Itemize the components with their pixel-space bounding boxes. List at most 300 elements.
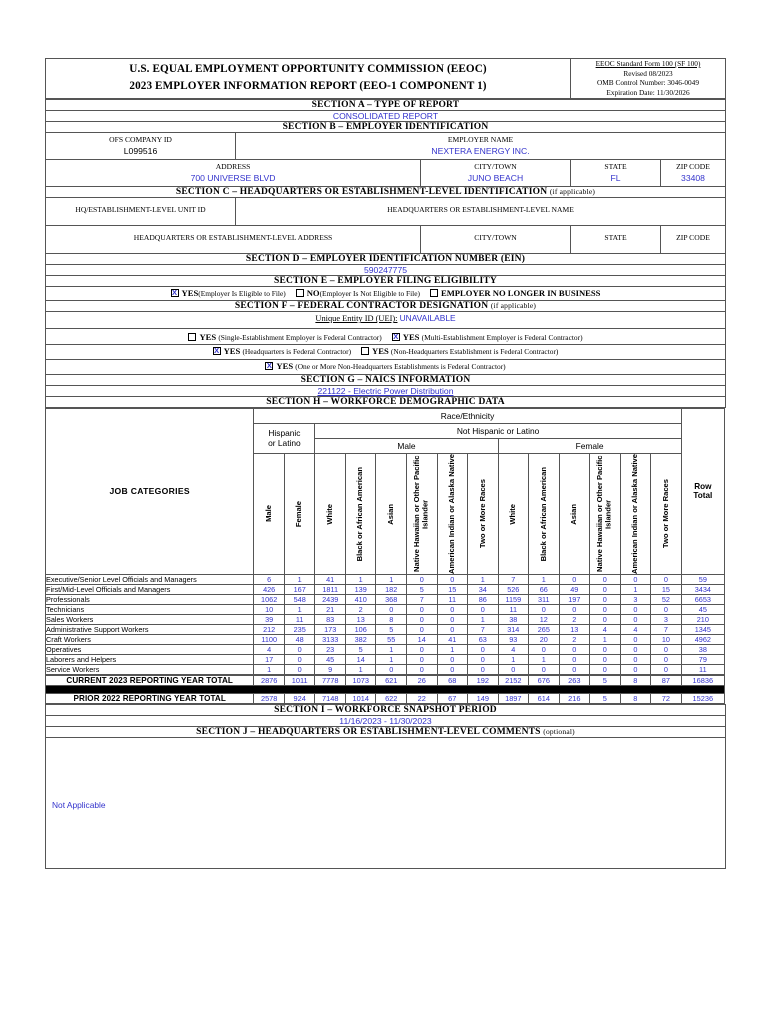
eligibility-option-yes[interactable]	[171, 287, 286, 301]
hq-name-value	[236, 215, 725, 219]
demo-value: 0	[406, 604, 437, 614]
demo-value: 41	[437, 634, 468, 644]
contractor-options-1	[46, 328, 726, 345]
demo-value: 0	[651, 654, 682, 664]
demo-value: 11	[498, 604, 529, 614]
checkbox-eligible-no[interactable]	[296, 289, 304, 297]
prior-year-total-row-value: 1014	[345, 693, 376, 703]
section-f-heading-text: SECTION F – FEDERAL CONTRACTOR DESIGNATION	[234, 301, 489, 312]
demo-value: 7	[406, 594, 437, 604]
ofs-company-id-value: L099516	[123, 145, 158, 156]
hq-contractor-sub: (Headquarters is Federal Contractor)	[242, 347, 352, 357]
demo-value: 0	[406, 654, 437, 664]
address-value: 700 UNIVERSE BLVD	[190, 172, 276, 183]
hq-city-cell	[421, 225, 571, 253]
prior-year-total-row-value: 924	[284, 693, 315, 703]
col-header-female-aian: American Indian or Alaska Native	[620, 453, 651, 574]
demo-value: 1	[345, 664, 376, 674]
demo-value: 1	[284, 574, 315, 584]
demo-value: 1	[437, 644, 468, 654]
demo-value: 1	[254, 664, 285, 674]
demo-value: 17	[254, 654, 285, 664]
demo-value: 0	[529, 664, 560, 674]
demo-value: 0	[620, 574, 651, 584]
uei-row	[46, 312, 726, 328]
demo-value: 0	[376, 664, 407, 674]
demo-value: 0	[620, 644, 651, 654]
current-year-total-row-value: 8	[620, 675, 651, 685]
zip-cell	[661, 159, 726, 186]
demo-value: 9	[315, 664, 346, 674]
demo-value: 0	[651, 644, 682, 654]
current-year-total-row-value: 68	[437, 675, 468, 685]
current-year-total-row-value: 5	[590, 675, 621, 685]
demo-value: 1062	[254, 594, 285, 604]
comment-text: Not Applicable	[52, 799, 106, 810]
employer-name-value: NEXTERA ENERGY INC.	[431, 145, 530, 156]
section-c-heading	[46, 186, 726, 197]
demo-value: 41	[315, 574, 346, 584]
demo-value: 0	[406, 624, 437, 634]
demo-value: 1	[468, 614, 499, 624]
demo-value: 1	[468, 574, 499, 584]
current-year-total-row-value: 26	[407, 675, 438, 685]
demo-value: 5	[406, 584, 437, 594]
demo-value: 0	[284, 654, 315, 664]
table-row	[46, 584, 725, 594]
demo-value: 1811	[315, 584, 346, 594]
prior-year-total-row-value: 5	[590, 693, 621, 703]
section-j-heading-row	[46, 726, 726, 737]
section-f-options-row2	[46, 345, 726, 360]
demo-value: 15	[437, 584, 468, 594]
demo-value: 0	[590, 614, 621, 624]
current-year-total-row-value: 192	[468, 675, 499, 685]
section-g-value-row	[46, 385, 726, 396]
city-cell	[421, 159, 571, 186]
eligibility-no-sub: (Employer Is Not Eligible to File)	[319, 288, 420, 298]
uei-label: Unique Entity ID (UEI):	[315, 314, 398, 324]
demo-value: 34	[468, 584, 499, 594]
demo-value: 48	[284, 634, 315, 644]
row-total-value: 3434	[681, 584, 724, 594]
hq-unit-id-label: HQ/ESTABLISHMENT-LEVEL UNIT ID	[75, 205, 206, 214]
table-row	[46, 654, 725, 664]
demo-value: 66	[529, 584, 560, 594]
section-e-heading: SECTION E – EMPLOYER FILING ELIGIBILITY	[46, 275, 726, 286]
demo-value: 0	[437, 664, 468, 674]
col-header-male-nhpi: Native Hawaiian or Other Pacific Islander	[406, 453, 437, 574]
section-e-options-row	[46, 286, 726, 301]
hq-state-cell	[571, 225, 661, 253]
totals-separator	[46, 685, 725, 693]
demo-value: 426	[254, 584, 285, 594]
demo-value: 0	[529, 644, 560, 654]
race-ethnicity-header: Race/Ethnicity	[254, 408, 681, 423]
demo-value: 173	[315, 624, 346, 634]
section-d-heading: SECTION D – EMPLOYER IDENTIFICATION NUMBER (EIN)	[46, 253, 726, 264]
section-j-heading-note: (optional)	[543, 726, 575, 736]
demo-value: 2	[345, 604, 376, 614]
demo-value: 0	[559, 654, 590, 664]
col-header-female-black: Black or African American	[529, 453, 560, 574]
job-category-label: Executive/Senior Level Officials and Managers	[46, 574, 254, 584]
demo-value: 0	[590, 584, 621, 594]
demo-value: 1	[376, 574, 407, 584]
form-omb-number: OMB Control Number: 3046-0049	[597, 78, 699, 88]
demo-value: 4	[620, 624, 651, 634]
hq-city-value	[421, 243, 570, 247]
hq-unit-id-value	[46, 215, 235, 219]
prior-year-total-row	[46, 693, 725, 703]
demo-value: 3	[620, 594, 651, 604]
demo-value: 0	[437, 604, 468, 614]
demo-value: 235	[284, 624, 315, 634]
demo-value: 1	[376, 644, 407, 654]
demo-value: 382	[345, 634, 376, 644]
demo-value: 10	[254, 604, 285, 614]
col-header-male-white: White	[315, 453, 346, 574]
demo-value: 86	[468, 594, 499, 604]
contractor-options-3	[46, 360, 726, 375]
checkbox-one-or-more-nonhq-contractor[interactable]	[265, 362, 273, 370]
naics-value	[46, 385, 726, 396]
ofs-company-id-label: OFS COMPANY ID	[109, 134, 172, 144]
section-b-heading-row	[46, 121, 726, 132]
demo-value: 0	[284, 644, 315, 654]
table-row	[46, 634, 725, 644]
table-row	[46, 594, 725, 604]
row-total-value: 4962	[681, 634, 724, 644]
checkbox-eligible-yes[interactable]	[171, 289, 179, 297]
demo-value: 0	[559, 664, 590, 674]
demo-value: 13	[345, 614, 376, 624]
demo-value: 0	[590, 604, 621, 614]
prior-year-total-row-label: PRIOR 2022 REPORTING YEAR TOTAL	[46, 693, 254, 703]
uei-value: UNAVAILABLE	[399, 313, 456, 324]
hq-city-label: CITY/TOWN	[474, 233, 517, 242]
zip-value: 33408	[681, 172, 705, 183]
demo-value: 1100	[254, 634, 285, 644]
prior-year-total-row-value: 622	[376, 693, 407, 703]
row-total-value: 210	[681, 614, 724, 624]
demo-value: 0	[590, 644, 621, 654]
hq-name-cell	[236, 197, 726, 225]
demo-value: 1	[376, 654, 407, 664]
form-upper	[45, 58, 726, 99]
demo-value: 14	[406, 634, 437, 644]
section-c-heading-text: SECTION C – HEADQUARTERS OR ESTABLISHMENT-LEVEL IDENTIFICATION	[175, 186, 548, 197]
demo-value: 7	[651, 624, 682, 634]
hq-name-label: HEADQUARTERS OR ESTABLISHMENT-LEVEL NAME	[387, 205, 574, 214]
section-f-heading-row	[46, 301, 726, 312]
demo-value: 7	[468, 624, 499, 634]
demo-value: 0	[468, 664, 499, 674]
demo-value: 45	[315, 654, 346, 664]
demo-value: 12	[529, 614, 560, 624]
ein-value: 590247775	[46, 264, 726, 275]
multi-establishment-label: YES	[402, 331, 420, 342]
state-label: STATE	[604, 161, 627, 171]
demo-value: 52	[651, 594, 682, 604]
demo-value: 11	[437, 594, 468, 604]
demo-value: 212	[254, 624, 285, 634]
ofs-company-id-cell	[46, 132, 236, 159]
prior-year-total-row-value: 67	[437, 693, 468, 703]
section-b-row2	[46, 159, 726, 186]
eligibility-option-out-of-business[interactable]	[430, 287, 601, 301]
address-cell	[46, 159, 421, 186]
demo-value: 3	[651, 614, 682, 624]
section-j-heading-text: SECTION J – HEADQUARTERS OR ESTABLISHMENT-LEVEL COMMENTS	[196, 726, 541, 737]
demo-value: 1	[284, 604, 315, 614]
table-row	[46, 644, 725, 654]
demo-value: 15	[651, 584, 682, 594]
demo-value: 14	[345, 654, 376, 664]
demo-value: 13	[559, 624, 590, 634]
section-c-row1	[46, 197, 726, 225]
section-f-options-row1	[46, 328, 726, 345]
col-header-hisp-female: Female	[284, 453, 315, 574]
state-value: FL	[610, 172, 621, 183]
title-row	[46, 59, 726, 99]
hq-zip-label: ZIP CODE	[676, 233, 710, 242]
one-or-more-nonhq-sub: (One or More Non-Headquarters Establishments is Federal Contractor)	[295, 362, 506, 372]
col-header-hisp-male: Male	[254, 453, 285, 574]
demo-value: 39	[254, 614, 285, 624]
section-f-heading-note: (if applicable)	[490, 301, 537, 311]
table-row	[46, 614, 725, 624]
demo-value: 0	[406, 574, 437, 584]
demo-value: 0	[620, 604, 651, 614]
prior-year-total-row-value: 614	[529, 693, 560, 703]
demo-value: 1	[529, 574, 560, 584]
current-year-total-row-value: 87	[651, 675, 682, 685]
prior-year-total-row-value: 216	[559, 693, 590, 703]
demo-value: 0	[406, 644, 437, 654]
row-total-header: Row Total	[681, 408, 724, 574]
section-b-row1	[46, 132, 726, 159]
section-c-row2	[46, 225, 726, 253]
section-d-value-row	[46, 264, 726, 275]
job-category-label: Service Workers	[46, 664, 254, 674]
col-header-male-aian: American Indian or Alaska Native	[437, 453, 468, 574]
current-year-total-row-value: 7778	[315, 675, 346, 685]
col-header-male-black: Black or African American	[345, 453, 376, 574]
hq-unit-id-cell	[46, 197, 236, 225]
out-of-business-label: EMPLOYER NO LONGER IN BUSINESS	[440, 287, 601, 298]
demo-value: 49	[559, 584, 590, 594]
job-category-label: Administrative Support Workers	[46, 624, 254, 634]
demo-value: 4	[590, 624, 621, 634]
form-sections	[45, 99, 726, 408]
section-i-value-row	[46, 715, 726, 726]
job-category-label: Professionals	[46, 594, 254, 604]
demo-value: 0	[590, 664, 621, 674]
demo-value: 0	[468, 644, 499, 654]
checkbox-nonhq-contractor[interactable]	[361, 347, 369, 355]
single-establishment-label: YES	[199, 331, 217, 342]
report-type-value: CONSOLIDATED REPORT	[46, 110, 726, 121]
form-title-line2: 2023 EMPLOYER INFORMATION REPORT (EEO-1 COMPONENT 1)	[129, 80, 487, 93]
demo-value: 314	[498, 624, 529, 634]
demo-value: 0	[406, 614, 437, 624]
checkbox-multi-establishment-contractor[interactable]	[392, 333, 400, 341]
demo-value: 106	[345, 624, 376, 634]
col-header-female-two-or-more: Two or More Races	[651, 453, 682, 574]
prior-year-total-row-value: 7148	[315, 693, 346, 703]
section-c-heading-note: (if applicable)	[549, 186, 596, 196]
hq-zip-cell	[661, 225, 726, 253]
col-header-female-white: White	[498, 453, 529, 574]
job-category-label: First/Mid-Level Officials and Managers	[46, 584, 254, 594]
demo-value: 182	[376, 584, 407, 594]
prior-year-total-row-value: 22	[407, 693, 438, 703]
job-categories-header: JOB CATEGORIES	[46, 408, 254, 574]
city-label: CITY/TOWN	[474, 161, 517, 171]
job-category-label: Sales Workers	[46, 614, 254, 624]
demo-value: 526	[498, 584, 529, 594]
demo-value: 0	[437, 574, 468, 584]
demo-value: 3133	[315, 634, 346, 644]
demo-value: 11	[284, 614, 315, 624]
prior-year-total-row-value: 8	[620, 693, 651, 703]
section-a-heading-row	[46, 99, 726, 110]
checkbox-single-establishment-contractor[interactable]	[188, 333, 196, 341]
demo-value: 0	[559, 574, 590, 584]
checkbox-no-longer-in-business[interactable]	[430, 289, 438, 297]
demo-value: 21	[315, 604, 346, 614]
comments-area[interactable]	[46, 737, 726, 868]
demo-value: 0	[498, 664, 529, 674]
demo-value: 1159	[498, 594, 529, 604]
section-i-heading-row	[46, 704, 726, 715]
nonhq-contractor-label: YES	[372, 346, 389, 357]
current-year-total-row-value: 1011	[284, 675, 315, 685]
demo-value: 83	[315, 614, 346, 624]
demo-value: 311	[529, 594, 560, 604]
demo-value: 0	[651, 604, 682, 614]
section-h-heading-row	[46, 396, 726, 407]
contractor-option-single[interactable]	[188, 331, 381, 345]
section-i-heading: SECTION I – WORKFORCE SNAPSHOT PERIOD	[46, 704, 726, 715]
demo-value: 1	[590, 634, 621, 644]
checkbox-hq-contractor[interactable]	[213, 347, 221, 355]
contractor-option-multi[interactable]	[392, 331, 583, 345]
demo-value: 7	[498, 574, 529, 584]
demo-value: 139	[345, 584, 376, 594]
demo-value: 1	[620, 584, 651, 594]
form-expiration: Expiration Date: 11/30/2026	[606, 87, 690, 97]
demo-value: 20	[529, 634, 560, 644]
current-year-total-row-value: 676	[529, 675, 560, 685]
nonhq-contractor-sub: (Non-Headquarters Establishment is Federal Contractor)	[390, 347, 559, 357]
contractor-option-one-or-more-nonhq[interactable]	[265, 360, 505, 374]
section-a-heading: SECTION A – TYPE OF REPORT	[46, 99, 726, 110]
demo-value: 0	[559, 604, 590, 614]
demo-value: 0	[468, 604, 499, 614]
hq-contractor-label: YES	[223, 346, 241, 357]
demo-value: 0	[559, 644, 590, 654]
demo-value: 410	[345, 594, 376, 604]
multi-establishment-sub: (Multi-Establishment Employer is Federal Contractor)	[421, 332, 583, 342]
employer-name-cell	[236, 132, 726, 159]
hispanic-or-latino-header: Hispanic or Latino	[254, 423, 315, 453]
demo-value: 0	[590, 594, 621, 604]
demo-value: 2	[559, 634, 590, 644]
demo-value: 6	[254, 574, 285, 584]
contractor-options-2	[46, 345, 726, 360]
contractor-option-hq[interactable]	[213, 345, 351, 359]
table-row	[46, 664, 725, 674]
section-c-heading-row	[46, 186, 726, 197]
demo-value: 0	[437, 614, 468, 624]
col-header-female-nhpi: Native Hawaiian or Other Pacific Islander	[590, 453, 621, 574]
section-e-options	[46, 286, 726, 301]
job-category-label: Operatives	[46, 644, 254, 654]
section-b-heading: SECTION B – EMPLOYER IDENTIFICATION	[46, 121, 726, 132]
current-year-total-row-value: 2152	[498, 675, 529, 685]
section-f-uei-row	[46, 312, 726, 328]
section-j-comment-row	[46, 737, 726, 868]
prior-year-total-row-value: 72	[651, 693, 682, 703]
hq-address-value	[46, 243, 420, 247]
demo-value: 0	[284, 664, 315, 674]
zip-label: ZIP CODE	[676, 161, 710, 171]
current-year-total-row-value: 2876	[254, 675, 285, 685]
single-establishment-sub: (Single-Establishment Employer is Federal Contractor)	[218, 332, 382, 342]
separator-bar	[46, 685, 725, 693]
demo-value: 63	[468, 634, 499, 644]
row-total-value: 79	[681, 654, 724, 664]
demo-value: 0	[437, 654, 468, 664]
demo-value: 0	[406, 664, 437, 674]
job-category-label: Craft Workers	[46, 634, 254, 644]
state-cell	[571, 159, 661, 186]
job-category-label: Technicians	[46, 604, 254, 614]
current-year-total-row-value: 263	[559, 675, 590, 685]
row-total-value: 6653	[681, 594, 724, 604]
prior-year-total-row-value: 149	[468, 693, 499, 703]
section-g-heading: SECTION G – NAICS INFORMATION	[46, 374, 726, 385]
row-total-value: 59	[681, 574, 724, 584]
section-e-heading-row	[46, 275, 726, 286]
hq-state-label: STATE	[604, 233, 627, 242]
demo-value: 0	[468, 654, 499, 664]
demo-header-race-row	[46, 408, 725, 423]
not-hispanic-or-latino-header: Not Hispanic or Latino	[315, 423, 681, 438]
demo-value: 2439	[315, 594, 346, 604]
form-title-line1: U.S. EQUAL EMPLOYMENT OPPORTUNITY COMMISSION (EEOC)	[129, 63, 487, 76]
snapshot-period-value: 11/16/2023 - 11/30/2023	[46, 715, 726, 726]
prior-year-total-row-value: 15236	[681, 693, 724, 703]
col-header-female-asian: Asian	[559, 453, 590, 574]
row-total-value: 1345	[681, 624, 724, 634]
contractor-option-nonhq[interactable]	[361, 345, 558, 359]
hq-address-cell	[46, 225, 421, 253]
current-year-total-row-value: 621	[376, 675, 407, 685]
demo-value: 0	[651, 664, 682, 674]
form-title	[46, 59, 571, 99]
table-row	[46, 604, 725, 614]
col-header-male-asian: Asian	[376, 453, 407, 574]
hq-address-label: HEADQUARTERS OR ESTABLISHMENT-LEVEL ADDRESS	[133, 233, 333, 242]
female-group-header: Female	[498, 438, 681, 453]
section-g-heading-row	[46, 374, 726, 385]
eligibility-option-no[interactable]	[296, 287, 420, 301]
demo-value: 0	[620, 614, 651, 624]
demo-value: 23	[315, 644, 346, 654]
